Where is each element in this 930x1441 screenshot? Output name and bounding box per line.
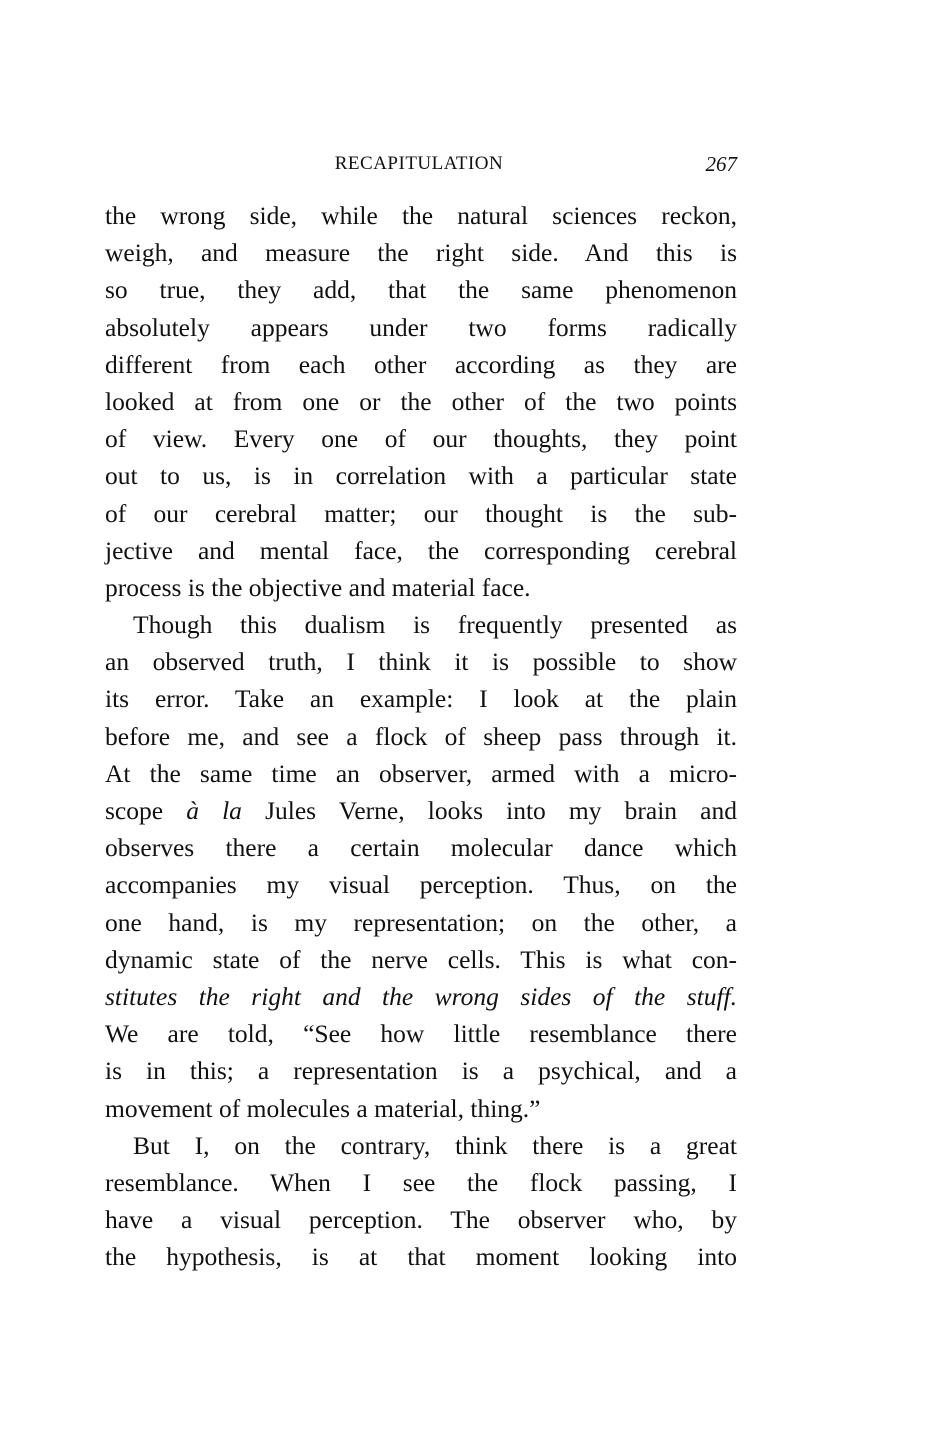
text-segment: scope: [105, 796, 187, 825]
text-line: process is the objective and material face.: [105, 572, 531, 602]
italic-phrase: à la: [186, 796, 242, 825]
paragraph-start-line: But I, on the contrary, think there is a great: [133, 1130, 737, 1160]
text-line: dynamic state of the nerve cells. This is what con-: [105, 944, 737, 974]
page-number: 267: [705, 152, 737, 176]
text-line: absolutely appears under two forms radically: [105, 312, 737, 342]
body-text: [105, 197, 737, 1275]
text-line: one hand, is my representation; on the other, a: [105, 907, 737, 937]
text-line: At the same time an observer, armed with a micro-: [105, 758, 737, 788]
text-line: looked at from one or the other of the two points: [105, 386, 737, 416]
text-line-with-italic: [105, 792, 737, 829]
text-line: of our cerebral matter; our thought is the sub-: [105, 498, 737, 528]
text-line: weigh, and measure the right side. And this is: [105, 238, 737, 268]
text-line: so true, they add, that the same phenomenon: [105, 275, 737, 305]
italic-text-line: stitutes the right and the wrong sides of the stuff.: [105, 981, 737, 1011]
text-line: of view. Every one of our thoughts, they point: [105, 424, 737, 454]
text-line: accompanies my visual perception. Thus, on the: [105, 870, 737, 900]
text-line: jective and mental face, the corresponding cerebral: [105, 535, 737, 565]
text-line: have a visual perception. The observer who, by: [105, 1205, 737, 1235]
text-segment: Jules Verne, looks into my brain and: [241, 796, 738, 825]
text-line: before me, and see a flock of sheep pass through it.: [105, 721, 737, 751]
text-line: out to us, is in correlation with a particular state: [105, 461, 737, 491]
running-title: RECAPITULATION: [334, 153, 504, 174]
text-line: is in this; a representation is a psychical, and a: [105, 1056, 737, 1086]
text-line: its error. Take an example: I look at the plain: [105, 684, 737, 714]
text-line: observes there a certain molecular dance which: [105, 833, 737, 863]
text-line: We are told, “See how little resemblance there: [105, 1019, 737, 1049]
paragraph-start-line: Though this dualism is frequently presented as: [133, 610, 737, 640]
text-line: resemblance. When I see the flock passing, I: [105, 1167, 737, 1197]
text-line: different from each other according as they are: [105, 349, 737, 379]
text-line: the hypothesis, is at that moment looking into: [105, 1242, 737, 1272]
text-line: the wrong side, while the natural sciences reckon,: [105, 201, 737, 230]
running-head: [105, 150, 737, 178]
text-line: movement of molecules a material, thing.”: [105, 1093, 541, 1123]
text-line: an observed truth, I think it is possible to show: [105, 647, 737, 677]
